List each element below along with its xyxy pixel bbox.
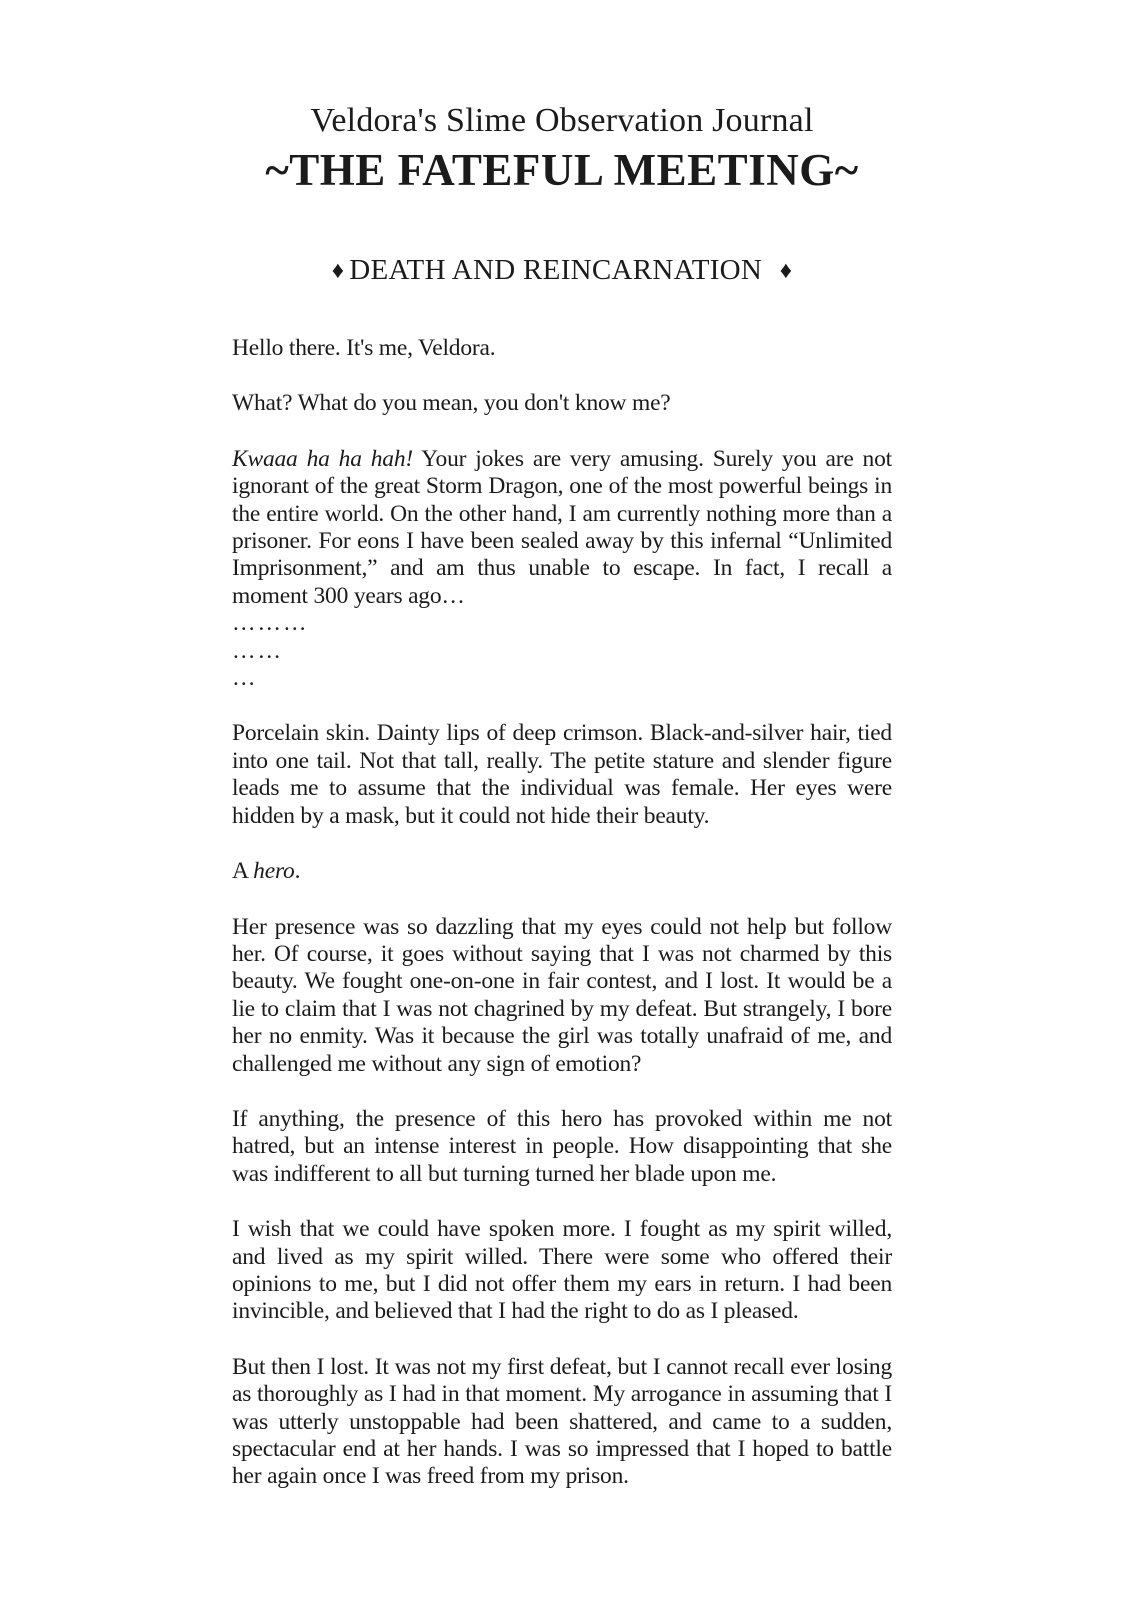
journal-title: Veldora's Slime Observation Journal bbox=[310, 102, 814, 139]
paragraph-a-hero bbox=[232, 858, 892, 885]
ellipsis-line: … bbox=[232, 665, 258, 692]
paragraph-hero-description: Porcelain skin. Dainty lips of deep crimson. Black-and-silver hair, tied into one tail. Not that tall, really. The petite stature and slender figure leads me to assume that the individual was female. Her eyes were hidden by a mask, but it could not hide their beauty. bbox=[232, 720, 892, 829]
paragraph-laugh bbox=[232, 446, 892, 610]
paragraph-presence: Her presence was so dazzling that my eyes could not help but follow her. Of course, it goes without saying that I was not charmed by this beauty. We fought one-on-one in fair contest, and I lost. It would be a lie to claim that I was not chagrined by my defeat. But strangely, I bore her no enmity. Was it because the girl was totally unafraid of me, and challenged me without any sign of emotion? bbox=[232, 913, 892, 1077]
a-hero-pre: A bbox=[232, 858, 248, 885]
ellipsis-line: …… bbox=[232, 637, 283, 664]
section-heading bbox=[0, 254, 1124, 287]
ellipsis-line: ……… bbox=[232, 610, 309, 637]
title-block bbox=[0, 0, 1124, 196]
laugh-body-text: Your jokes are very amusing. Surely you are not ignorant of the great Storm Dragon, one of the most powerful beings in the entire world. On the other hand, I am currently nothing more than a prisoner. For eons I have been sealed away by this infernal “Unlimited Imprisonment,” and am thus unable to escape. In fact, I recall a moment 300 years ago… bbox=[232, 445, 892, 609]
paragraph-defeat: But then I lost. It was not my first defeat, but I cannot recall ever losing as thoroughly as I had in that moment. My arrogance in assuming that I was utterly unstoppable had been shattered, and came to a sudden, spectacular end at her hands. I was so impressed that I hoped to battle her again once I was freed from my prison. bbox=[232, 1353, 892, 1490]
diamond-icon: ♦ bbox=[331, 258, 345, 284]
paragraph-question: What? What do you mean, you don't know me? bbox=[232, 390, 671, 417]
laugh-italic-text: Kwaaa ha ha hah! bbox=[232, 445, 414, 472]
a-hero-post: . bbox=[294, 858, 301, 885]
chapter-title: ~THE FATEFUL MEETING~ bbox=[265, 145, 859, 195]
section-title: DEATH AND REINCARNATION bbox=[349, 254, 763, 286]
paragraph-interest: If anything, the presence of this hero has provoked within me not hatred, but an intense interest in people. How disappointing that she was indifferent to all but turning turned her blade upon me. bbox=[232, 1105, 892, 1187]
paragraph-wish: I wish that we could have spoken more. I fought as my spirit willed, and lived as my spirit willed. There were some who offered their opinions to me, but I did not offer them my ears in return. I had been invincible, and believed that I had the right to do as I pleased. bbox=[232, 1216, 892, 1325]
journal-text bbox=[232, 335, 892, 1491]
diamond-icon: ♦ bbox=[779, 258, 793, 284]
ellipsis-block bbox=[232, 610, 892, 692]
paragraph-greeting: Hello there. It's me, Veldora. bbox=[232, 335, 496, 361]
a-hero-italic: hero bbox=[253, 858, 295, 885]
